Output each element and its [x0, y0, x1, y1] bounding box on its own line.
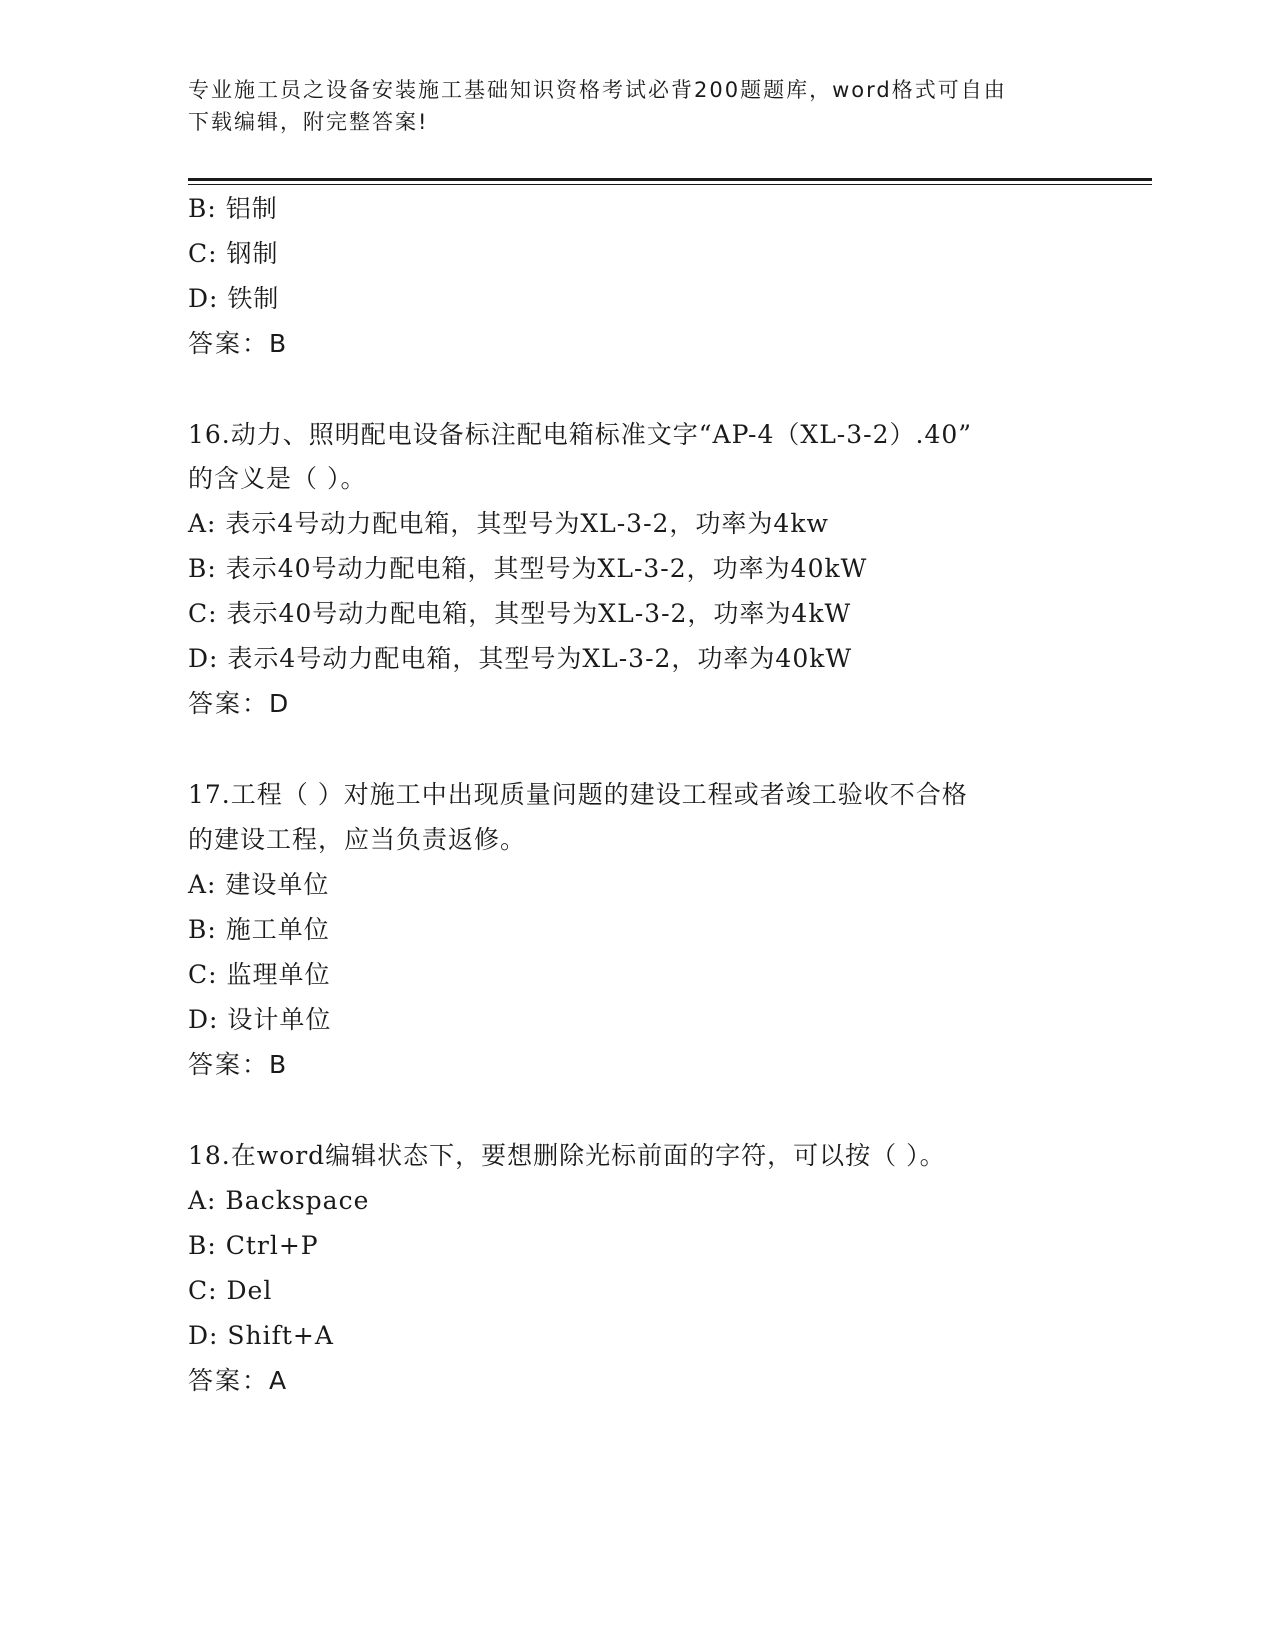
q16-option-a: A: 表示4号动力配电箱，其型号为XL-3-2，功率为4kw	[188, 509, 829, 538]
q17-answer: 答案：B	[188, 1050, 289, 1079]
q17-option-b: B: 施工单位	[188, 915, 330, 944]
q17-option-d: D: 设计单位	[188, 1005, 332, 1034]
q15-answer: 答案：B	[188, 329, 289, 358]
q18-option-c: C: Del	[188, 1276, 273, 1305]
header-divider-thick	[188, 178, 1152, 181]
q16-option-d: D: 表示4号动力配电箱，其型号为XL-3-2，功率为40kW	[188, 644, 853, 673]
header-line-1: 专业施工员之设备安装施工基础知识资格考试必背200题题库，word格式可自由	[188, 78, 1007, 102]
header-divider-thin	[188, 184, 1152, 185]
q15-option-d: D: 铁制	[188, 284, 280, 313]
q16-answer: 答案：D	[188, 689, 291, 718]
q16-stem-line-1: 16.动力、照明配电设备标注配电箱标准文字“AP-4（XL-3-2）.40”	[188, 420, 973, 449]
q15-option-c: C: 钢制	[188, 239, 279, 268]
q16-option-b: B: 表示40号动力配电箱，其型号为XL-3-2，功率为40kW	[188, 554, 868, 583]
q18-stem-line-1: 18.在word编辑状态下，要想删除光标前面的字符，可以按（ ）。	[188, 1141, 946, 1170]
q18-option-d: D: Shift+A	[188, 1321, 334, 1350]
q16-option-c: C: 表示40号动力配电箱，其型号为XL-3-2，功率为4kW	[188, 599, 852, 628]
document-header	[188, 74, 1088, 138]
q17-stem-line-1: 17.工程（ ）对施工中出现质量问题的建设工程或者竣工验收不合格	[188, 780, 968, 809]
q17-option-a: A: 建设单位	[188, 870, 330, 899]
q17-option-c: C: 监理单位	[188, 960, 331, 989]
q18-option-b: B: Ctrl+P	[188, 1231, 319, 1260]
q15-option-b: B: 铝制	[188, 194, 278, 223]
q18-answer: 答案：A	[188, 1366, 289, 1395]
q16-stem-line-2: 的含义是（ ）。	[188, 464, 367, 493]
q18-option-a: A: Backspace	[188, 1186, 370, 1215]
q17-stem-line-2: 的建设工程，应当负责返修。	[188, 825, 527, 854]
header-line-2: 下载编辑，附完整答案!	[188, 110, 429, 134]
